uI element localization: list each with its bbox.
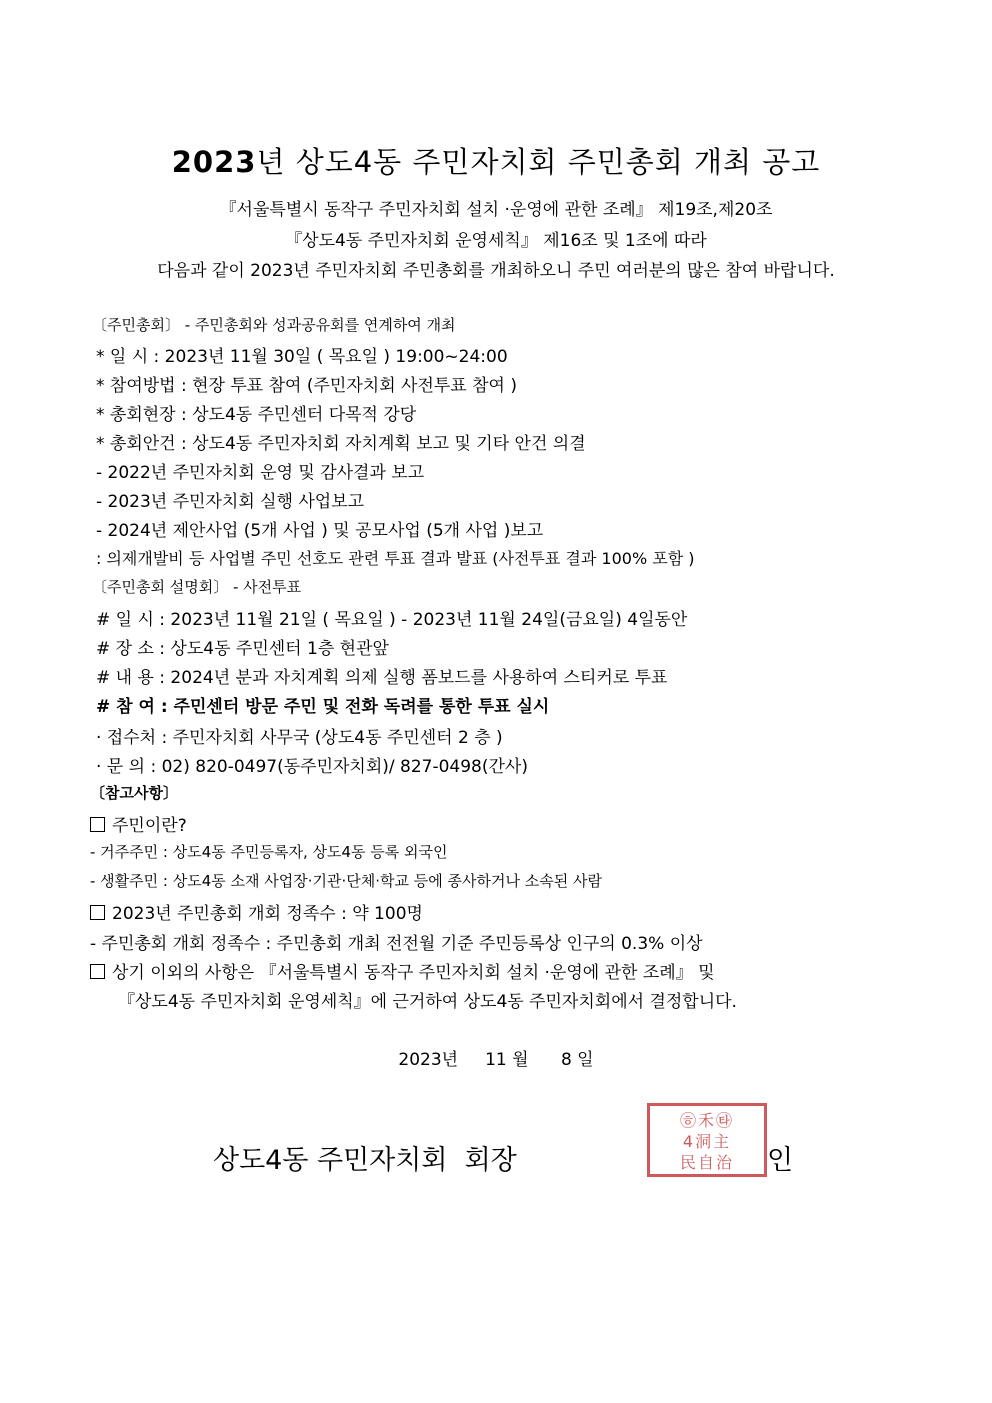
contact-inquiry: · 문 의 : 02) 820-0497(동주민자치회)/ 827-0498(간사) xyxy=(96,757,528,777)
agenda-item-1: - 2022년 주민자치회 운영 및 감사결과 보고 xyxy=(96,463,425,483)
assembly-datetime: * 일 시 : 2023년 11월 30일 ( 목요일 ) 19:00~24:00 xyxy=(96,347,508,367)
assembly-venue: * 총회현장 : 상도4동 주민센터 다목적 강당 xyxy=(96,405,417,425)
quorum-detail: - 주민총회 개회 정족수 : 주민총회 개최 전전월 기준 주민등록상 인구의 0.3% 이상 xyxy=(90,934,703,954)
resident-type-1: - 거주주민 : 상도4동 주민등록자, 상도4동 등록 외국인 xyxy=(90,843,448,861)
section-general-assembly: 〔주민총회〕 - 주민총회와 성과공유회를 연계하여 개최 xyxy=(92,316,456,334)
section-briefing: 〔주민총회 설명회〕 - 사전투표 xyxy=(92,578,302,596)
resident-heading: 주민이란? xyxy=(112,816,187,836)
assembly-agenda: * 총회안건 : 상도4동 주민자치회 자치계획 보고 및 기타 안건 의결 xyxy=(96,434,586,454)
other-matters-2: 『상도4동 주민자치회 운영세칙』에 근거하여 상도4동 주민자치회에서 결정합니다. xyxy=(118,992,737,1012)
quorum-heading: 2023년 주민총회 개회 정족수 : 약 100명 xyxy=(112,904,423,924)
resident-type-2: - 생활주민 : 상도4동 소재 사업장·기관·단체·학교 등에 종사하거나 소속된 사람 xyxy=(90,872,602,890)
assembly-participation: * 참여방법 : 현장 투표 참여 (주민자치회 사전투표 참여 ) xyxy=(96,376,517,396)
page-title xyxy=(0,140,992,181)
seal-suffix: 인 xyxy=(767,1145,794,1176)
checkbox-icon xyxy=(90,905,105,920)
intro-line-3: 다음과 같이 2023년 주민자치회 주민총회를 개최하오니 주민 여러분의 많은 참여 바랍니다. xyxy=(157,261,835,281)
section-reference: 〔참고사항〕 xyxy=(90,784,178,802)
agenda-note: : 의제개발비 등 사업별 주민 선호도 관련 투표 결과 발표 (사전투표 결과 100% 포함 ) xyxy=(96,549,695,568)
other-matters-1: 상기 이외의 사항은 『서울특별시 동작구 주민자치회 설치 ·운영에 관한 조례』 및 xyxy=(112,963,715,983)
checkbox-item-other xyxy=(90,958,715,983)
checkbox-item-resident xyxy=(90,811,187,836)
signature-line: 상도4동 주민자치회 회장 xyxy=(213,1145,517,1176)
agenda-item-2: - 2023년 주민자치회 실행 사업보고 xyxy=(96,492,365,512)
notice-date: 2023년 11 월 8 일 xyxy=(398,1050,594,1070)
intro-line-1: 『서울특별시 동작구 주민자치회 설치 ·운영에 관한 조례』 제19조,제20조 xyxy=(219,200,773,220)
checkbox-item-quorum xyxy=(90,899,423,924)
checkbox-icon xyxy=(90,817,105,832)
title-year: 2023 xyxy=(171,145,257,179)
checkbox-icon xyxy=(90,964,105,979)
title-text: 년 상도4동 주민자치회 주민총회 개최 공고 xyxy=(256,145,821,179)
briefing-content: # 내 용 : 2024년 분과 자치계획 의제 실행 폼보드를 사용하여 스티커로 투표 xyxy=(96,668,668,688)
official-seal: ㉭禾㉹ 4洞主 民自治 xyxy=(647,1103,767,1177)
intro-line-2: 『상도4동 주민자치회 운영세칙』 제16조 및 1조에 따라 xyxy=(285,231,707,251)
briefing-participation: # 참 여 : 주민센터 방문 주민 및 전화 독려를 통한 투표 실시 xyxy=(96,697,550,717)
reception-office: · 접수처 : 주민자치회 사무국 (상도4동 주민센터 2 층 ) xyxy=(96,728,503,748)
agenda-item-3: - 2024년 제안사업 (5개 사업 ) 및 공모사업 (5개 사업 )보고 xyxy=(96,521,544,541)
briefing-place: # 장 소 : 상도4동 주민센터 1층 현관앞 xyxy=(96,639,389,659)
briefing-datetime: # 일 시 : 2023년 11월 21일 ( 목요일 ) - 2023년 11월 24일(금요일) 4일동안 xyxy=(96,610,688,630)
